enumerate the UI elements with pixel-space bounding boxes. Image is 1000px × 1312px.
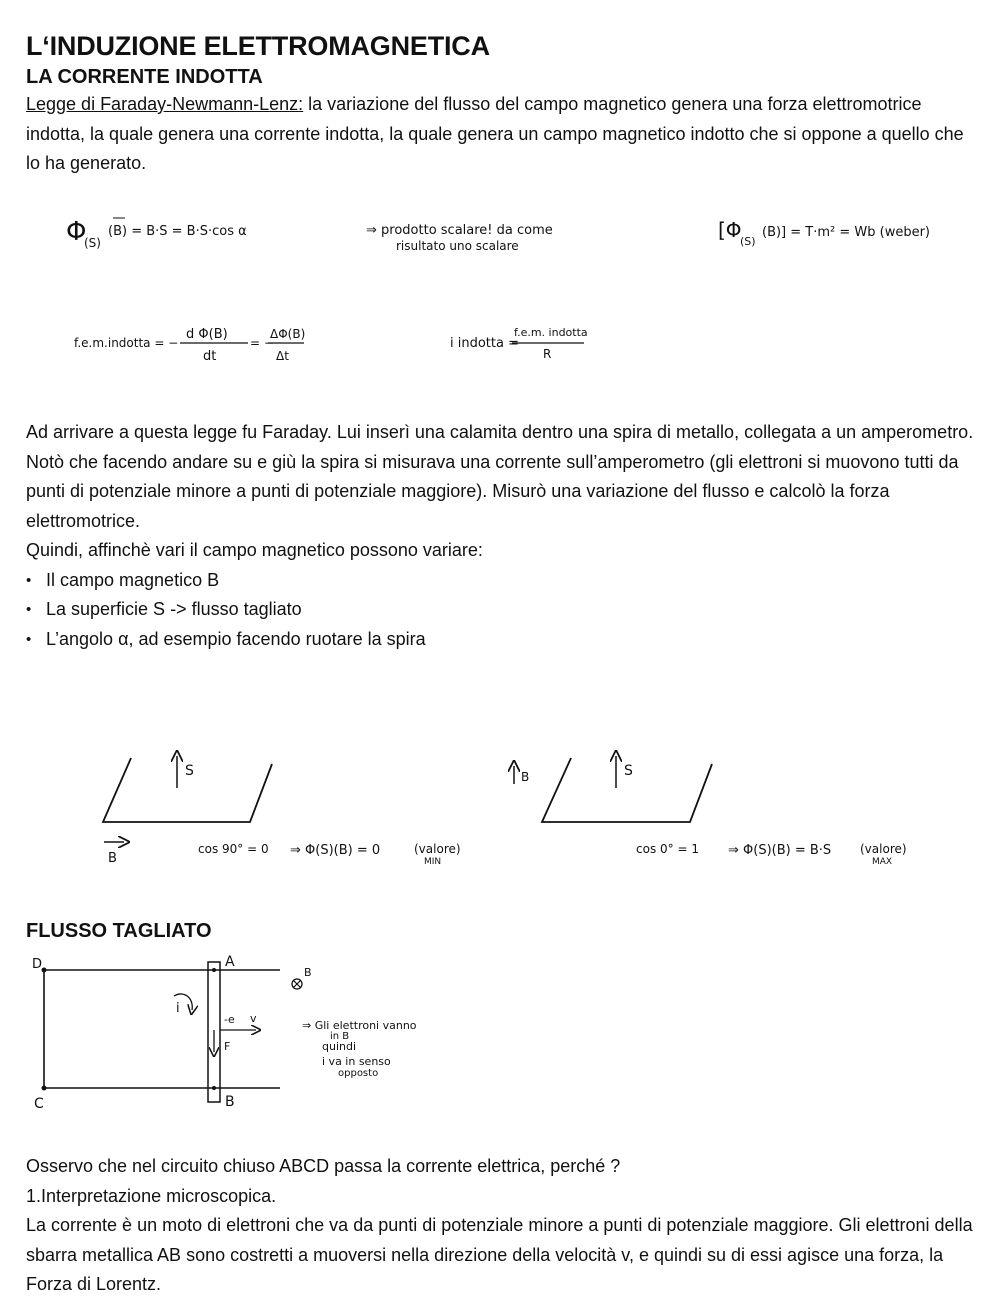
section-heading-corrente-indotta: LA CORRENTE INDOTTA [26,66,263,88]
variation-list [26,566,978,655]
cut-flux-circuit-diagram [0,950,500,1115]
field-into-page-icon [292,979,302,989]
fem-lhs: f.e.m.indotta = − [74,336,179,350]
charge-label: -e [224,1013,235,1026]
velocity-label: v [250,1012,257,1025]
scalar-note-line2: risultato uno scalare [396,239,519,253]
max-note: (valore) [860,842,907,856]
min-note: (valore) [414,842,461,856]
fem-numerator: d Φ(B) [186,327,228,342]
spira-right [514,756,907,867]
law-text: la variazione del flusso del campo magnetico genera una forza elettromotrice indotta, la quale genera una corrente indotta, la quale genera un campo magnetico indotto che si oppone a quello che lo ha generato. [26,94,964,173]
faraday-section [26,418,978,654]
cos-90-label: cos 90° = 0 [198,842,269,856]
fem-numerator-delta: ΔΦ(B) [270,327,306,341]
handwritten-formulas [0,195,1000,380]
microscopic-section [26,1152,978,1300]
spira-diagrams [0,740,1000,875]
point-c-label: C [34,1096,44,1112]
s-vector-label: S [624,763,633,779]
electrons-note: opposto [338,1068,379,1079]
max-label: MAX [872,857,893,867]
i-indotta-lhs: i indotta = [450,336,519,351]
list-item: • L’angolo α, ad esempio facendo ruotare la spira [26,625,978,655]
point-a-label: A [225,954,235,970]
flux-symbol: Φ [66,217,87,247]
point-b-label: B [225,1094,235,1110]
unit-definition: (B)] = T·m² = Wb (weber) [762,225,931,240]
force-label: F [224,1040,231,1053]
observation-line: Osservo che nel circuito chiuso ABCD passa la corrente elettrica, perché ? [26,1156,621,1176]
current-label: i [176,1001,180,1016]
electrons-note: quindi [322,1040,357,1053]
unit-bracket: [Φ [718,218,742,242]
unit-subscript: (S) [740,235,756,248]
page-title: L‘INDUZIONE ELETTROMAGNETICA [26,31,490,61]
flux-zero-label: ⇒ Φ(S)(B) = 0 [290,843,381,858]
spira-left [103,756,461,867]
fem-denominator-delta: Δt [276,349,289,363]
electrons-note: i va in senso [322,1055,391,1068]
flux-subscript: (S) [84,236,101,250]
flux-definition: (B) = B·S = B·S·cos α [108,224,247,239]
document-page [26,28,976,179]
microscopic-heading: 1.Interpretazione microscopica. [26,1185,277,1206]
faraday-paragraph: Ad arrivare a questa legge fu Faraday. Lui inserì una calamita dentro una spira di metallo, collegata a un amperometro. Notò che facendo andare su e giù la spira si misurava una corrente sull’amperometro (gli elettroni si muovono tutti da punti di potenziale minore a punti di potenziale maggiore). Misurò una variazione del flusso e calcolò la forza elettromotrice. [26,422,974,531]
field-b-label: B [304,966,312,979]
s-vector-label: S [185,763,194,779]
faraday-law-paragraph [26,90,976,179]
lorentz-paragraph: La corrente è un moto di elettroni che va da punti di potenziale minore a punti di potenziale maggiore. Gli elettroni della sbarra metallica AB sono costretti a muoversi nella direzione della velocità v, e quindi su di essi agisce una forza, la Forza di Lorentz. [26,1215,973,1294]
b-vector-label: B [521,770,530,784]
list-item: • La superficie S -> flusso tagliato [26,595,978,625]
section-heading-flusso-tagliato: FLUSSO TAGLIATO [26,920,212,942]
b-vector-label: B [108,851,117,866]
electrons-note: ⇒ Gli elettroni vanno [302,1019,417,1032]
min-label: MIN [424,857,442,867]
i-indotta-denominator: R [543,347,552,361]
fem-eq2: = − [250,336,274,350]
law-name: Legge di Faraday-Newmann-Lenz: [26,94,304,114]
variation-intro: Quindi, affinchè vari il campo magnetico possono variare: [26,540,483,560]
list-item: • Il campo magnetico B [26,566,978,596]
flux-max-label: ⇒ Φ(S)(B) = B·S [728,843,832,858]
i-indotta-numerator: f.e.m. indotta [514,326,588,339]
point-d-label: D [32,957,43,972]
scalar-note-line1: ⇒ prodotto scalare! da come [366,223,553,238]
cos-0-label: cos 0° = 1 [636,842,699,856]
fem-denominator: dt [203,349,217,364]
electrons-note: in B [330,1031,350,1042]
